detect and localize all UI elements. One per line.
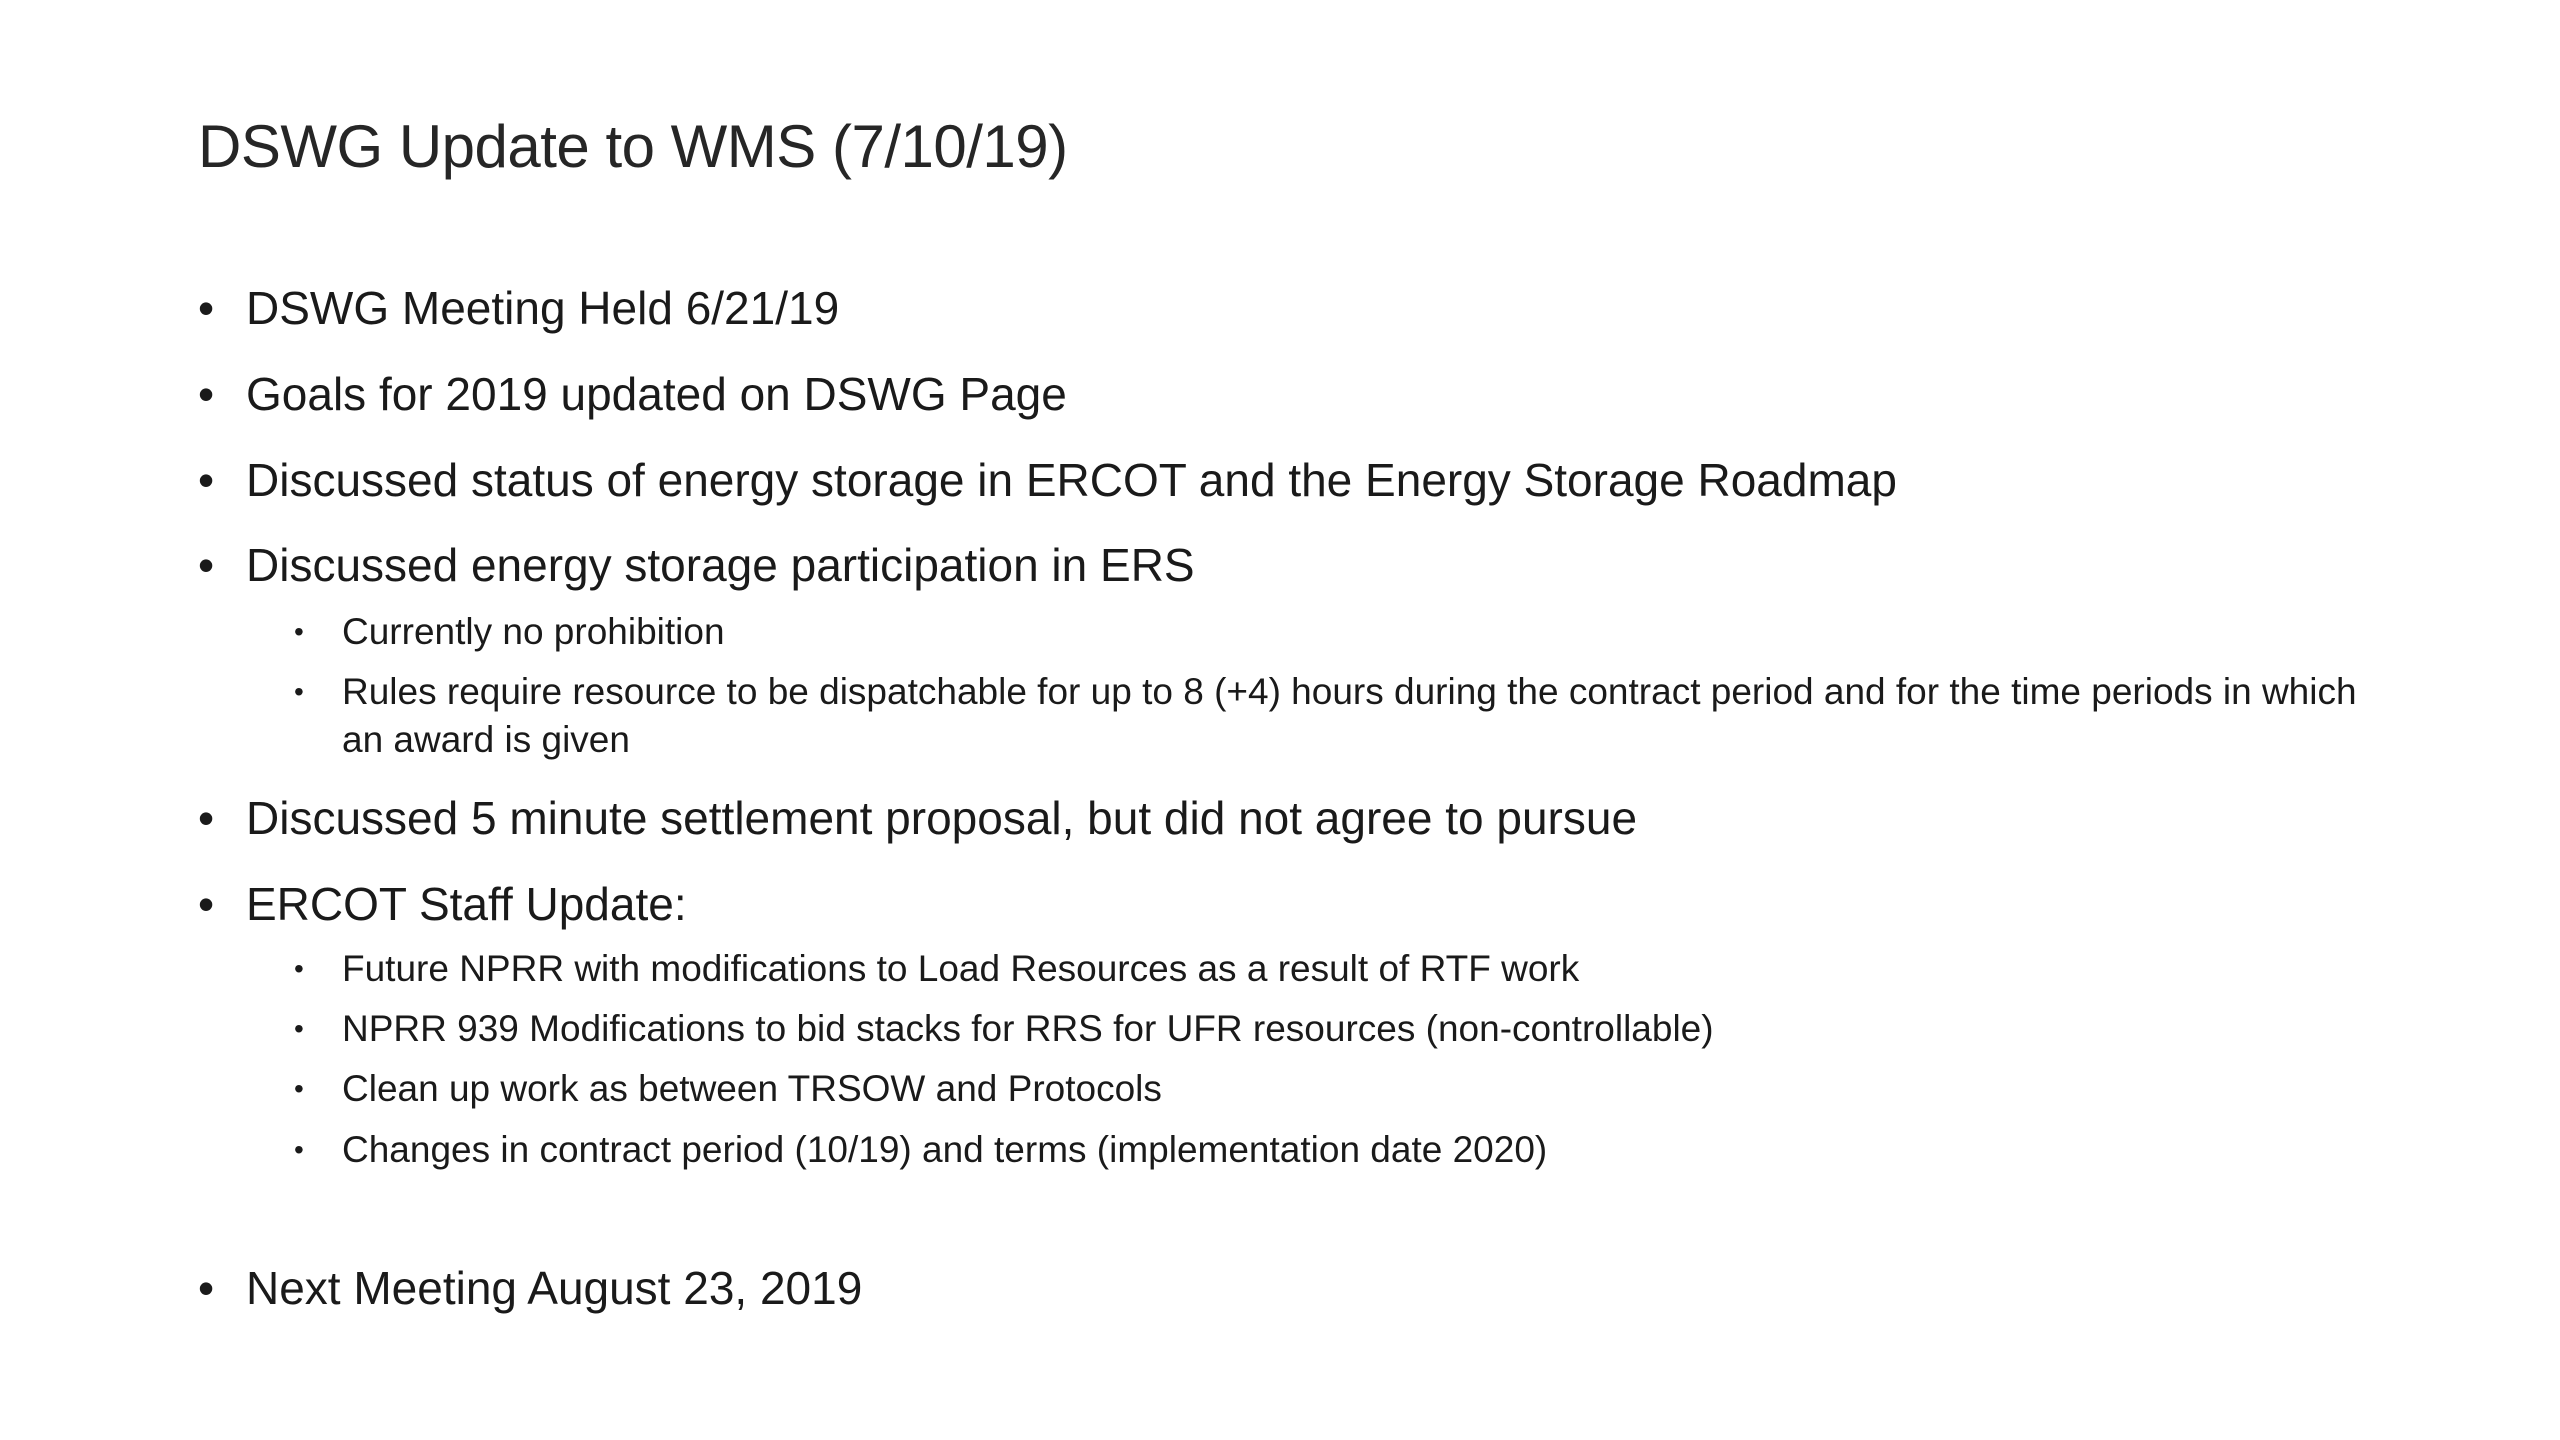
bullet-text: ERCOT Staff Update: xyxy=(246,878,687,930)
slide-title: DSWG Update to WMS (7/10/19) xyxy=(198,113,1068,180)
sub-bullet-icon: • xyxy=(294,1013,304,1044)
sub-bullet-icon: • xyxy=(294,1134,304,1165)
bullet-text: DSWG Meeting Held 6/21/19 xyxy=(246,282,840,334)
sub-bullet-text: Clean up work as between TRSOW and Protocols xyxy=(342,1068,1162,1109)
sub-bullet-text: Changes in contract period (10/19) and terms (implementation date 2020) xyxy=(342,1129,1548,1170)
sub-bullet-icon: • xyxy=(294,953,304,984)
bullet-icon: • xyxy=(198,1262,215,1314)
sub-bullet-text: Future NPRR with modifications to Load Resources as a result of RTF work xyxy=(342,948,1580,989)
bullet-icon: • xyxy=(198,539,215,591)
sub-bullet-text: Rules require resource to be dispatchable for up to 8 (+4) hours during the contract period and for the time periods in which an award is given xyxy=(342,671,2357,760)
bullet-text: Next Meeting August 23, 2019 xyxy=(246,1262,863,1314)
bullet-icon: • xyxy=(198,792,215,844)
sub-bullet-text: Currently no prohibition xyxy=(342,611,725,652)
sub-bullet-icon: • xyxy=(294,676,304,707)
bullet-text: Goals for 2019 updated on DSWG Page xyxy=(246,368,1067,420)
bullet-text: Discussed energy storage participation in ERS xyxy=(246,539,1195,591)
bullet-icon: • xyxy=(198,454,215,506)
bullet-icon: • xyxy=(198,878,215,930)
bullet-icon: • xyxy=(198,368,215,420)
sub-list-item xyxy=(294,1065,2394,1113)
sub-list-item xyxy=(294,945,2394,993)
sub-list-item xyxy=(294,668,2394,764)
sub-bullet-icon: • xyxy=(294,1073,304,1104)
bullet-icon: • xyxy=(198,282,215,334)
sub-list-item xyxy=(294,1126,2394,1174)
bullet-text: Discussed status of energy storage in ERCOT and the Energy Storage Roadmap xyxy=(246,454,1897,506)
sub-list-item xyxy=(294,1005,2394,1053)
sub-list-item xyxy=(294,608,2394,656)
bullet-text: Discussed 5 minute settlement proposal, but did not agree to pursue xyxy=(246,792,1638,844)
sub-bullet-icon: • xyxy=(294,616,304,647)
sub-bullet-text: NPRR 939 Modifications to bid stacks for RRS for UFR resources (non-controllable) xyxy=(342,1008,1714,1049)
